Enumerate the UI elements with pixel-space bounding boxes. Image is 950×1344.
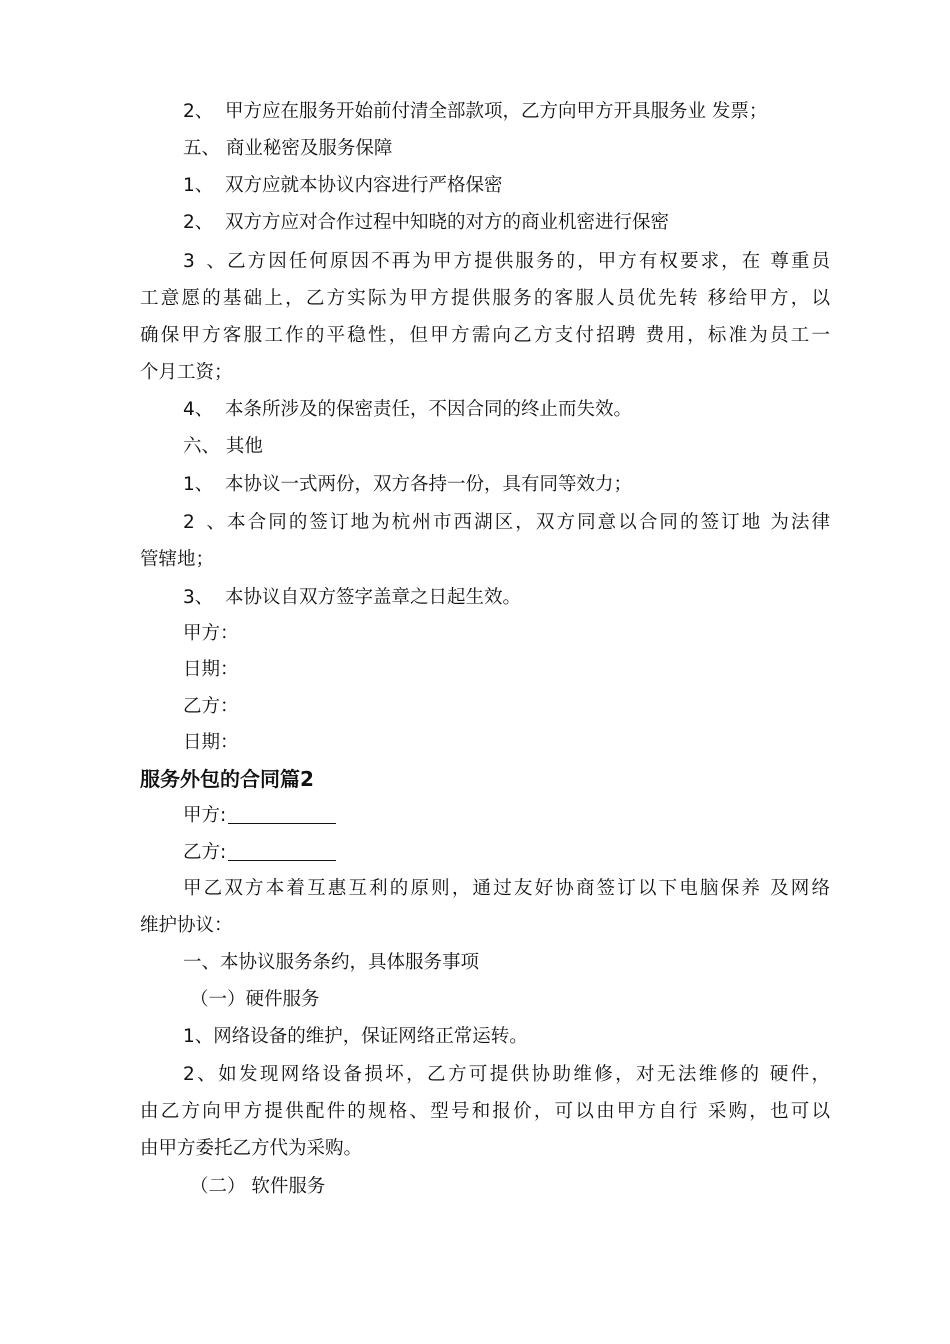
paragraph [183, 579, 830, 616]
item-number: 2、 [183, 101, 214, 122]
paragraph: 1、网络设备的维护，保证网络正常运转。 [183, 1026, 528, 1047]
paragraph-continuation: 个月工资； [140, 362, 233, 383]
item-text: 本协议一式两份，双方各持一份，具有同等效力； [225, 474, 633, 495]
paragraph-continuation: 维护协议： [140, 915, 233, 936]
subsection-heading: （二） 软件服务 [190, 1176, 326, 1197]
item-text: 乙方因任何原因不再为甲方提供服务的，甲方有权要求，在 尊重员 [225, 251, 830, 272]
subsection-heading: （一）硬件服务 [190, 989, 320, 1010]
paragraph: 甲乙双方本着互惠互利的原则，通过友好协商签订以下电脑保养 及网络 [183, 878, 830, 899]
paragraph-continuation: 确保甲方客服工作的平稳性，但甲方需向乙方支付招聘 费用，标准为员工一 [140, 325, 830, 346]
party-a-line [183, 797, 830, 834]
document-heading: 服务外包的合同篇2 [140, 767, 314, 791]
item-number: 4、 [183, 399, 214, 420]
item-text: 双方方应对合作过程中知晓的对方的商业机密进行保密 [225, 212, 670, 233]
item-number: 2、 [183, 512, 225, 533]
item-number: 1、 [183, 175, 214, 196]
item-text: 双方应就本协议内容进行严格保密 [225, 175, 503, 196]
item-text: 甲方应在服务开始前付清全部款项，乙方向甲方开具服务业 发票； [225, 101, 768, 122]
paragraph [183, 167, 830, 204]
item-number: 3、 [183, 251, 225, 272]
signature-party-b: 乙方： [183, 696, 239, 717]
paragraph-continuation: 由甲方委托乙方代为采购。 [140, 1138, 363, 1159]
item-number: 2、 [183, 212, 214, 233]
paragraph [183, 466, 830, 503]
item-number: 3、 [183, 587, 214, 608]
signature-party-a: 甲方： [183, 623, 239, 644]
blank-underline [228, 805, 336, 824]
item-number: 1、 [183, 474, 214, 495]
party-a-label: 甲方: [183, 805, 227, 826]
signature-date: 日期： [183, 659, 239, 680]
paragraph-continuation: 由乙方向甲方提供配件的规格、型号和报价，可以由甲方自行 采购，也可以 [140, 1101, 830, 1122]
blank-underline [228, 842, 336, 861]
item-text: 本条所涉及的保密责任，不因合同的终止而失效。 [225, 399, 633, 420]
paragraph-continuation: 管辖地； [140, 549, 215, 570]
paragraph [183, 391, 830, 428]
paragraph [183, 504, 830, 541]
section-heading: 一、本协议服务条约，具体服务事项 [183, 952, 480, 973]
section-heading: 五、 商业秘密及服务保障 [183, 138, 393, 159]
paragraph-continuation: 工意愿的基础上，乙方实际为甲方提供服务的客服人员优先转 移给甲方，以 [140, 288, 830, 309]
paragraph: 2、如发现网络设备损坏，乙方可提供协助维修，对无法维修的 硬件， [183, 1064, 830, 1085]
party-b-line [183, 834, 830, 871]
paragraph [183, 204, 830, 241]
item-text: 本协议自双方签字盖章之日起生效。 [225, 587, 522, 608]
paragraph [183, 93, 830, 130]
signature-date: 日期： [183, 732, 239, 753]
item-text: 本合同的签订地为杭州市西湖区，双方同意以合同的签订地 为法律 [225, 512, 830, 533]
party-b-label: 乙方: [183, 842, 227, 863]
paragraph [183, 243, 830, 280]
section-heading: 六、 其他 [183, 436, 263, 457]
